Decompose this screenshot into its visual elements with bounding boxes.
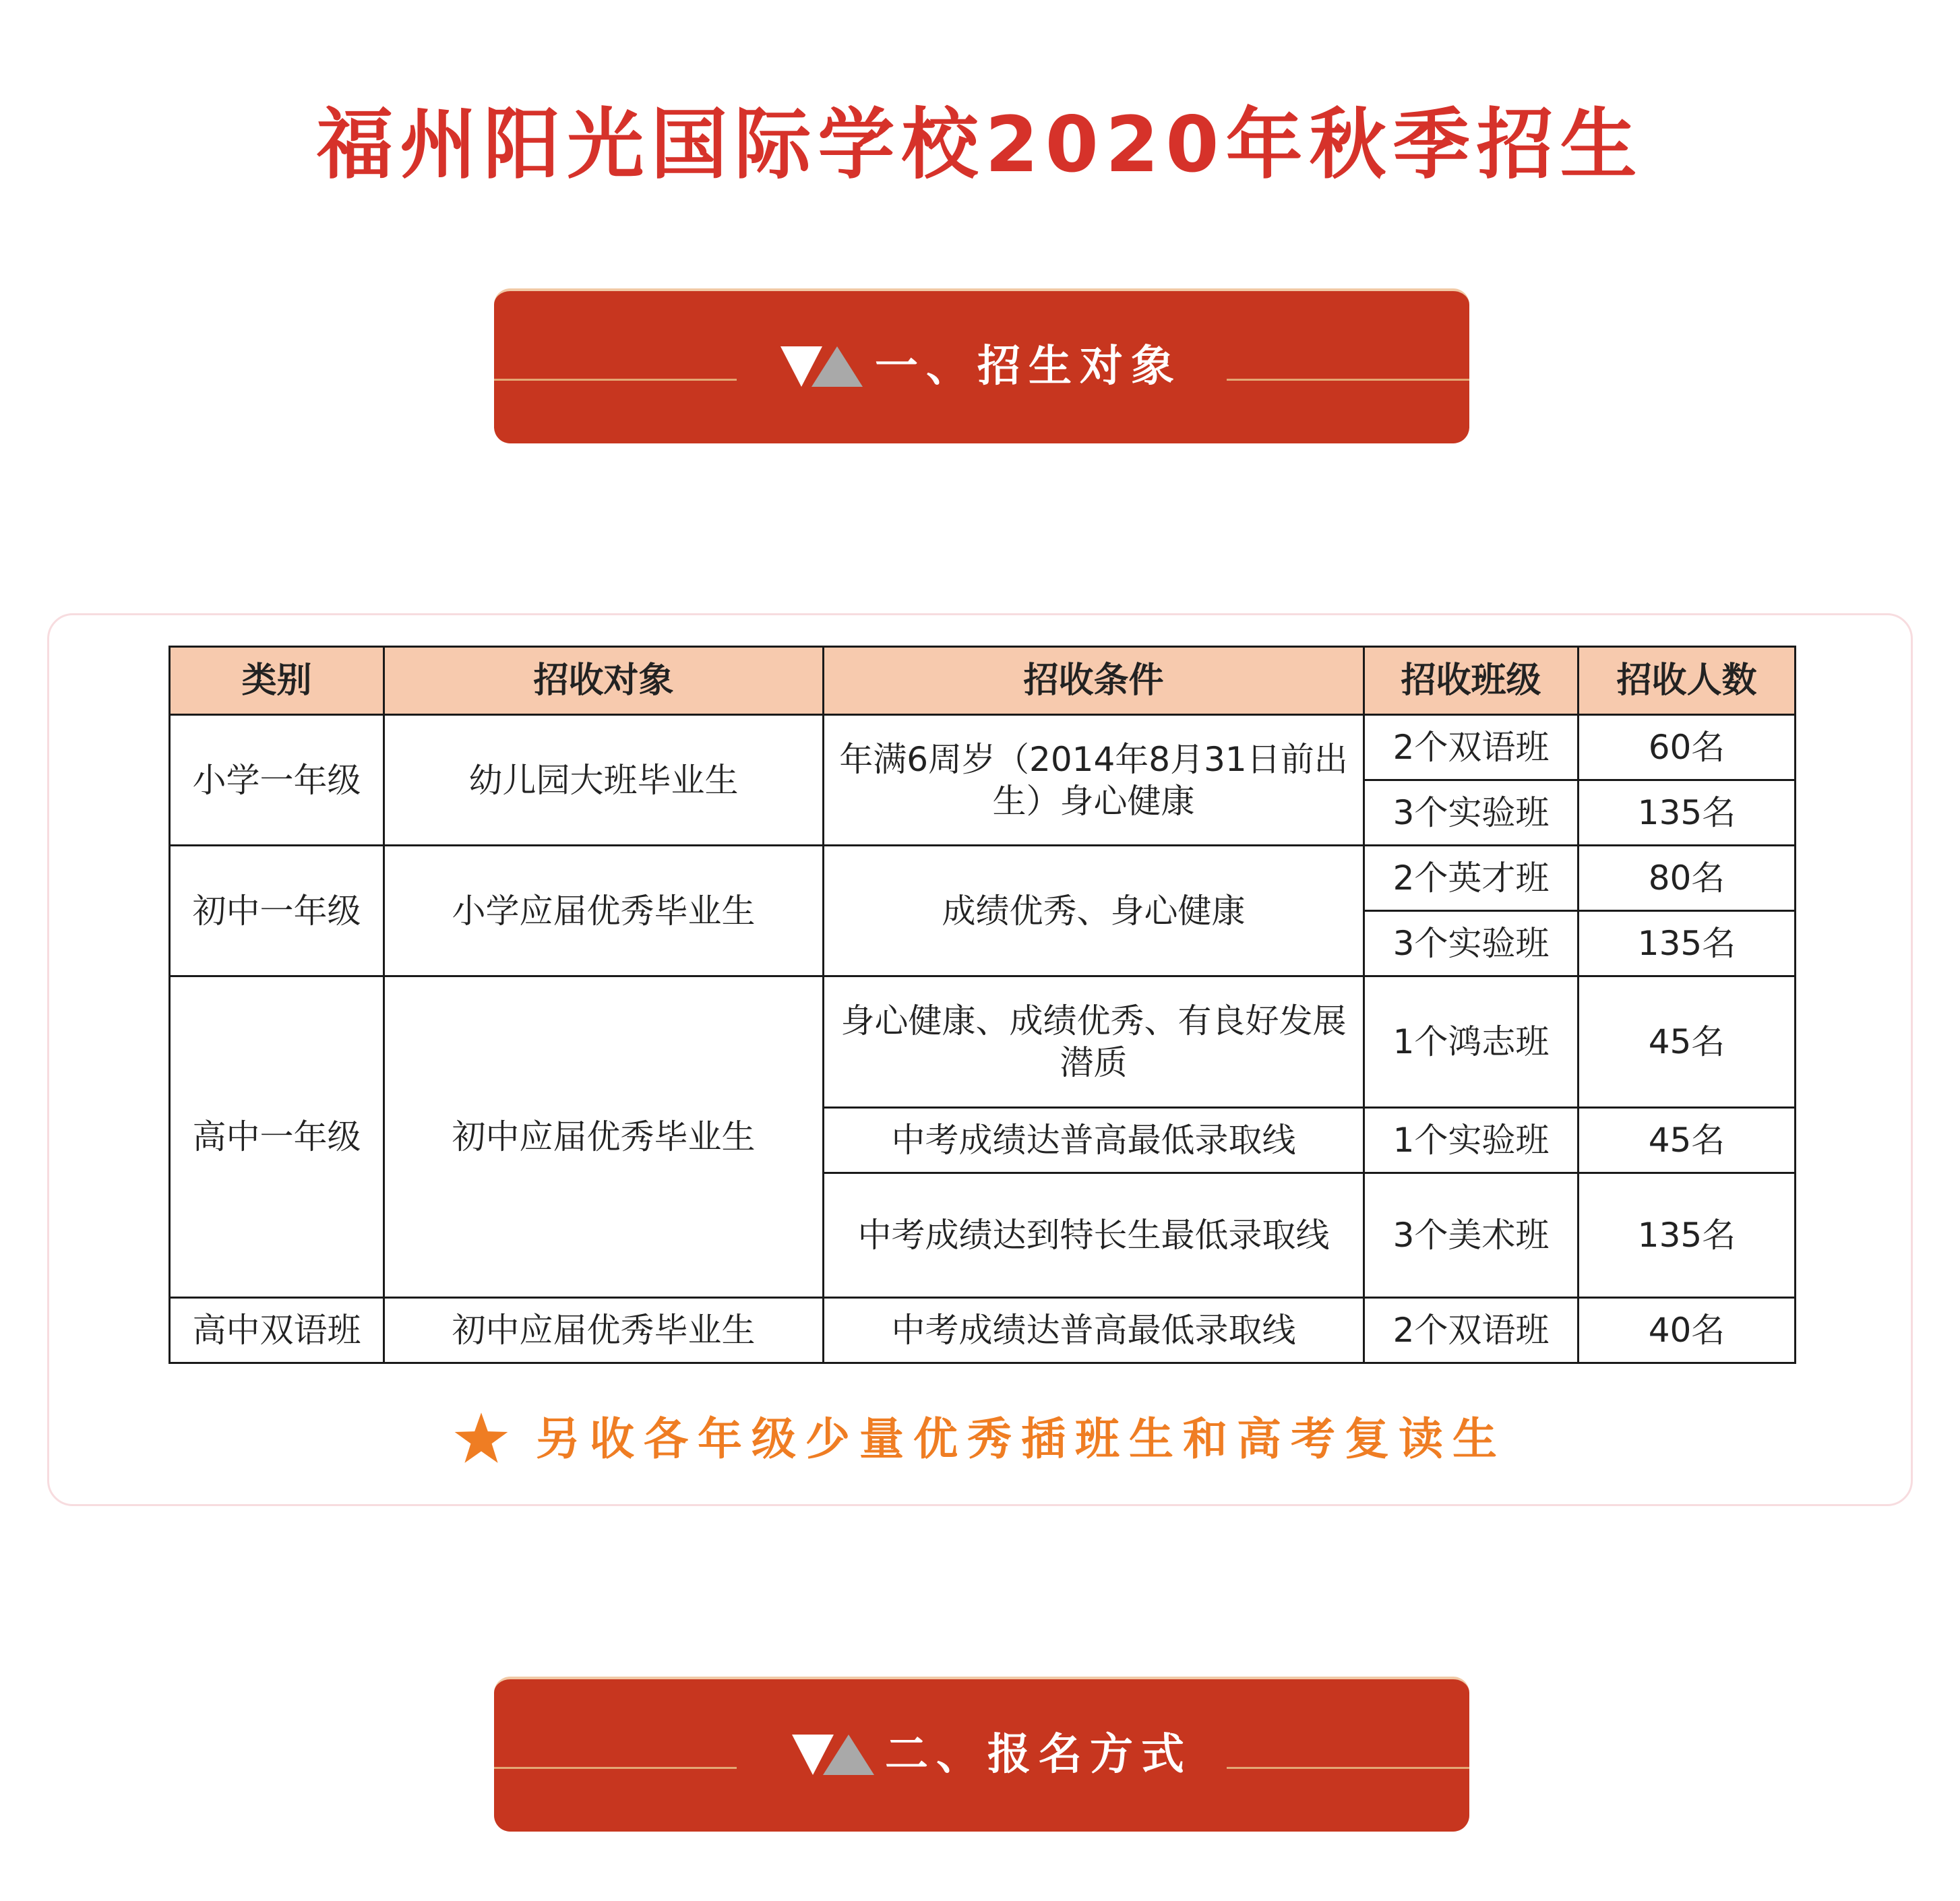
target-cell: 初中应届优秀毕业生 — [384, 1298, 824, 1363]
classes-cell: 2个双语班 — [1364, 715, 1579, 780]
classes-cell: 2个英才班 — [1364, 846, 1579, 911]
target-cell: 初中应届优秀毕业生 — [384, 976, 824, 1298]
category-cell: 高中一年级 — [170, 976, 384, 1298]
count-cell: 45名 — [1579, 976, 1796, 1108]
triangle-mark-icon — [780, 345, 864, 388]
count-cell: 135名 — [1579, 911, 1796, 976]
col-header-count: 招收人数 — [1579, 647, 1796, 715]
count-cell: 135名 — [1579, 780, 1796, 846]
count-cell: 45名 — [1579, 1108, 1796, 1173]
count-cell: 80名 — [1579, 846, 1796, 911]
note-text: 另收各年级少量优秀插班生和高考复读生 — [536, 1413, 1506, 1465]
triangle-mark-icon — [792, 1733, 876, 1776]
category-cell: 小学一年级 — [170, 715, 384, 846]
classes-cell: 3个实验班 — [1364, 780, 1579, 846]
banner-rule-right — [1227, 379, 1469, 381]
section-heading: 二、报名方式 — [885, 1730, 1192, 1780]
col-header-condition: 招收条件 — [824, 647, 1364, 715]
table-row — [170, 715, 1796, 780]
table-row — [170, 846, 1796, 911]
col-header-category: 类别 — [170, 647, 384, 715]
category-cell: 初中一年级 — [170, 846, 384, 976]
count-cell: 40名 — [1579, 1298, 1796, 1363]
condition-cell: 身心健康、成绩优秀、有良好发展潜质 — [824, 976, 1364, 1108]
classes-cell: 2个双语班 — [1364, 1298, 1579, 1363]
table-header-row — [170, 647, 1796, 715]
col-header-target: 招收对象 — [384, 647, 824, 715]
category-cell: 高中双语班 — [170, 1298, 384, 1363]
banner-rule-right — [1227, 1767, 1469, 1769]
count-cell: 60名 — [1579, 715, 1796, 780]
classes-cell: 1个实验班 — [1364, 1108, 1579, 1173]
classes-cell: 3个实验班 — [1364, 911, 1579, 976]
condition-cell: 中考成绩达普高最低录取线 — [824, 1108, 1364, 1173]
enrollment-table — [169, 646, 1796, 1364]
table-row — [170, 976, 1796, 1108]
section-banner-registration — [494, 1677, 1469, 1832]
classes-cell: 3个美术班 — [1364, 1173, 1579, 1298]
condition-cell: 成绩优秀、身心健康 — [824, 846, 1364, 976]
condition-cell: 年满6周岁（2014年8月31日前出生）身心健康 — [824, 715, 1364, 846]
page-title: 福州阳光国际学校2020年秋季招生 — [316, 100, 1644, 189]
col-header-classes: 招收班级 — [1364, 647, 1579, 715]
section-heading: 一、招生对象 — [875, 342, 1182, 392]
table-row — [170, 1298, 1796, 1363]
count-cell: 135名 — [1579, 1173, 1796, 1298]
classes-cell: 1个鸿志班 — [1364, 976, 1579, 1108]
condition-cell: 中考成绩达到特长生最低录取线 — [824, 1173, 1364, 1298]
target-cell: 小学应届优秀毕业生 — [384, 846, 824, 976]
additional-enrollment-note — [0, 1406, 1960, 1473]
target-cell: 幼儿园大班毕业生 — [384, 715, 824, 846]
star-icon — [454, 1411, 509, 1465]
condition-cell: 中考成绩达普高最低录取线 — [824, 1298, 1364, 1363]
section-banner-enrollment — [494, 288, 1469, 443]
banner-rule-left — [494, 1767, 737, 1769]
banner-rule-left — [494, 379, 737, 381]
